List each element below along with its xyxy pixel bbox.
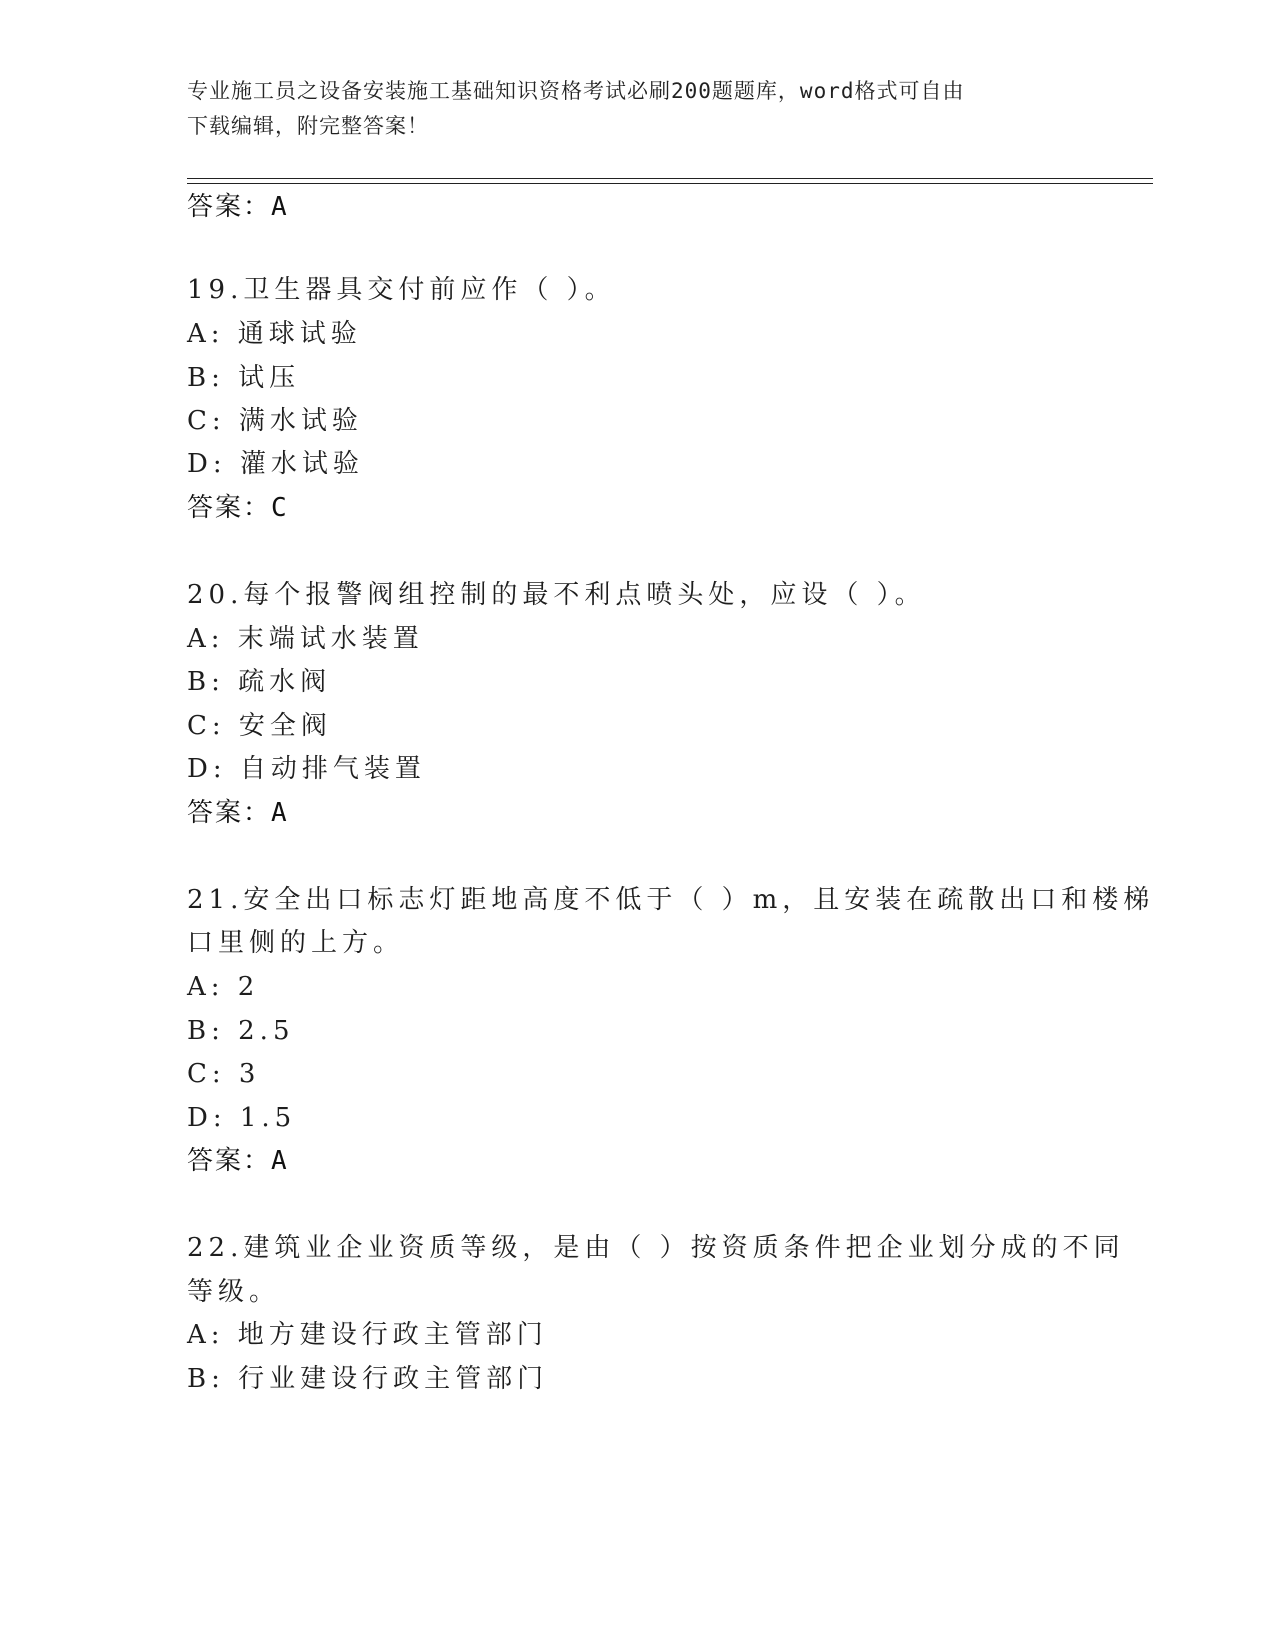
question-19-option-b: B: 试压 — [187, 363, 301, 393]
question-20-answer: 答案：A — [187, 798, 289, 828]
question-22-option-b: B: 行业建设行政主管部门 — [187, 1364, 549, 1394]
header-line-2: 下载编辑，附完整答案！ — [187, 114, 429, 138]
header-rule-top — [187, 178, 1153, 179]
question-20-option-c: C: 安全阀 — [187, 711, 332, 741]
question-20-option-b: B: 疏水阀 — [187, 667, 332, 697]
question-21-stem-line-2: 口里侧的上方。 — [187, 928, 405, 958]
question-21-answer: 答案：A — [187, 1146, 289, 1176]
question-21-option-a: A: 2 — [187, 972, 260, 1002]
question-19-option-c: C: 满水试验 — [187, 406, 363, 436]
question-20-stem: 20.每个报警阀组控制的最不利点喷头处，应设（ ）。 — [187, 580, 926, 610]
question-22-option-a: A: 地方建设行政主管部门 — [187, 1320, 548, 1350]
question-22-stem-line-2: 等级。 — [187, 1277, 281, 1307]
header-rule-bottom — [187, 183, 1153, 184]
question-20-option-d: D: 自动排气装置 — [187, 754, 426, 784]
header-line-1: 专业施工员之设备安装施工基础知识资格考试必刷200题题库，word格式可自由 — [187, 79, 965, 103]
question-19-option-d: D: 灌水试验 — [187, 449, 364, 479]
previous-answer: 答案：A — [187, 192, 289, 222]
document-header — [187, 74, 1067, 144]
question-19-answer: 答案：C — [187, 493, 289, 523]
question-21-stem-line-1: 21.安全出口标志灯距地高度不低于（ ）m，且安装在疏散出口和楼梯 — [187, 885, 1155, 915]
question-19-option-a: A: 通球试验 — [187, 319, 362, 349]
question-21-option-d: D: 1.5 — [187, 1103, 297, 1133]
question-21-option-b: B: 2.5 — [187, 1016, 295, 1046]
question-20-option-a: A: 末端试水装置 — [187, 624, 424, 654]
question-19-stem: 19.卫生器具交付前应作（ ）。 — [187, 275, 616, 305]
question-21-option-c: C: 3 — [187, 1059, 261, 1089]
question-22-stem-line-1: 22.建筑业企业资质等级，是由（ ）按资质条件把企业划分成的不同 — [187, 1233, 1125, 1263]
